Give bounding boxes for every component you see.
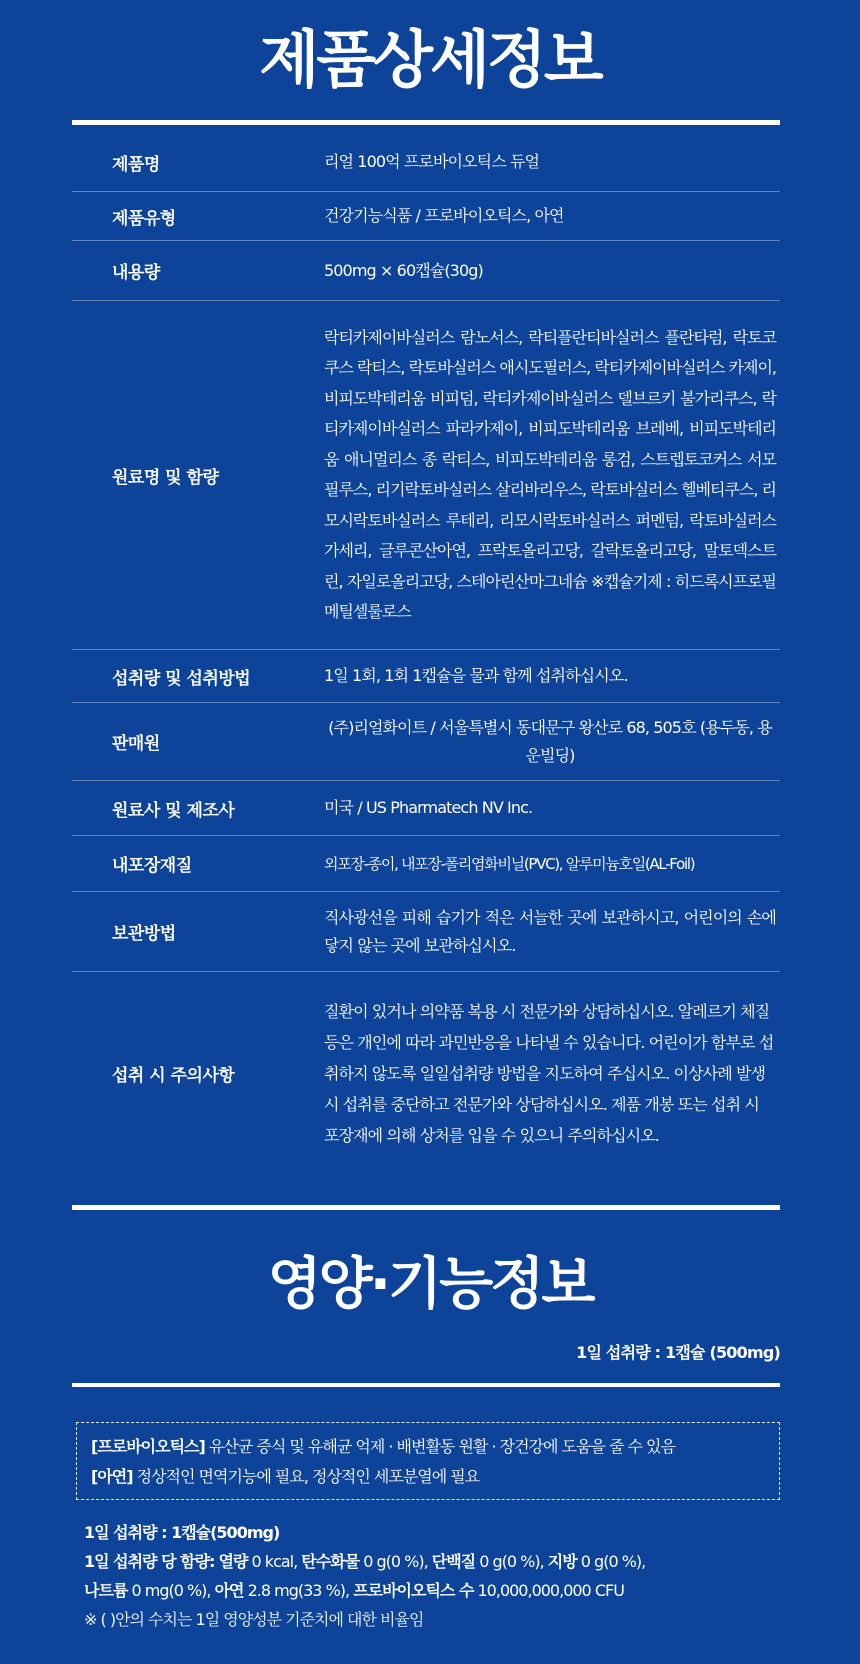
nutrient-name: 프로바이오틱스 수 (353, 1581, 474, 1600)
spec-value: 외포장-종이, 내포장-폴리염화비닐(PVC), 알루미늄호일(AL-Foil) (324, 854, 695, 873)
serving-size: 1일 섭취량 : 1캡슐(500mg) (84, 1523, 280, 1542)
top-divider (72, 120, 780, 125)
product-spec-table (72, 133, 780, 1175)
spec-label: 원료사 및 제조사 (112, 800, 235, 821)
nutrition-serving (84, 1518, 784, 1547)
spec-row-seller (72, 703, 780, 781)
spec-value: 락티카제이바실러스 람노서스, 락티플란티바실러스 플란타럼, 락토코쿠스 락티스, 락토바실러스 애시도필러스, 락티카제이바실러스 카제이, 비피도박테리움 비피덤, 락티카제이바실러스 델브르키 불가리쿠스, 락티카제이바실러스 파라카제이, 비피도박테리움 브레베, 비피도박테리움 애니멀리스 종 락티스, 비피도박테리움 롱검, 스트렙토코커스 서모필루스, 리기락토바실러스 살리바리우스, 락토바실러스 헬베티쿠스, 리모시락토바실러스 루테리, 리모시락토바실러스 퍼멘텀, 락토바실러스 가세리, 글루콘산아연, 프락토올리고당, 갈락토올리고당, 말토덱스트린, 자일로올리고당, 스테아린산마그네슘 ※캡슐기제 : 히드록시프로필메틸셀룰로스 (324, 327, 776, 621)
spec-value: 500mg × 60캡슐(30g) (324, 260, 483, 280)
spec-row-intake (72, 650, 780, 703)
spec-label: 내용량 (112, 263, 160, 283)
nutrient-name: 탄수화물 (301, 1552, 360, 1571)
spec-row-packaging (72, 836, 780, 892)
spec-row-ingredients (72, 301, 780, 650)
claim-tag: [프로바이오틱스] (91, 1437, 205, 1456)
spec-value: 리얼 100억 프로바이오틱스 듀얼 (324, 152, 540, 171)
daily-serving-label: 1일 섭취량 : 1캡슐 (500mg) (576, 1343, 780, 1362)
per-serving-label: 1일 섭취량 당 함량: (84, 1552, 215, 1571)
spec-row-contents (72, 241, 780, 301)
spec-label: 보관방법 (112, 924, 176, 944)
nutrition-line-2 (84, 1576, 784, 1605)
spec-label: 원료명 및 함량 (112, 467, 219, 488)
bottom-divider (72, 1205, 780, 1210)
spec-label: 섭취 시 주의사항 (112, 1066, 235, 1086)
nutrient-name: 단백질 (431, 1552, 476, 1571)
spec-value: (주)리얼화이트 / 서울특별시 동대문구 왕산로 68, 505호 (용두동, 용운빌딩) (328, 717, 772, 765)
nutrient-value: 2.8 mg(33 %), (243, 1581, 354, 1600)
functional-claim (91, 1432, 767, 1462)
nutrient-value: 0 g(0 %), (359, 1552, 432, 1571)
spec-row-storage (72, 892, 780, 972)
nutrient-name: 열량 (218, 1552, 248, 1571)
claim-tag: [아연] (91, 1467, 133, 1486)
functional-claims-box (76, 1422, 780, 1500)
claim-text: 유산균 증식 및 유해균 억제 · 배변활동 원활 · 장건강에 도움을 줄 수 있음 (204, 1437, 675, 1456)
nutrient-name: 지방 (547, 1552, 577, 1571)
spec-label: 제품유형 (112, 208, 176, 229)
spec-value: 미국 / US Pharmatech NV Inc. (324, 798, 533, 817)
nutrition-divider (72, 1383, 780, 1387)
nutrition-facts (84, 1518, 784, 1634)
nutrient-name: 아연 (214, 1581, 244, 1600)
spec-label: 섭취량 및 섭취방법 (112, 668, 251, 689)
section-title: 영양·기능정보 (267, 1252, 593, 1317)
nutrition-line-1 (84, 1547, 784, 1576)
functional-claim (91, 1462, 767, 1492)
spec-label: 판매원 (112, 734, 160, 754)
nutrient-value: 0 kcal, (247, 1552, 302, 1571)
spec-value: 질환이 있거나 의약품 복용 시 전문가와 상담하십시오. 알레르기 체질 등은 개인에 따라 과민반응을 나타낼 수 있습니다. 어린이가 함부로 섭취하지 않도록 일일섭취량 방법을 지도하여 주십시오. 이상사례 발생 시 섭취를 중단하고 전문가와 상담하십시오. 제품 개봉 또는 섭취 시 포장재에 의해 상처를 입을 수 있으니 주의하십시오. (324, 1002, 774, 1145)
nutrition-note: ※ ( )안의 수치는 1일 영양성분 기준치에 대한 비율임 (84, 1610, 424, 1629)
spec-value: 직사광선을 피해 습기가 적은 서늘한 곳에 보관하시고, 어린이의 손에 닿지 않는 곳에 보관하십시오. (324, 907, 776, 955)
spec-row-cautions (72, 972, 780, 1175)
spec-row-product-name (72, 133, 780, 192)
spec-row-manufacturer (72, 781, 780, 836)
nutrient-value: 0 mg(0 %), (127, 1581, 215, 1600)
spec-label: 제품명 (112, 154, 160, 175)
spec-label: 내포장재질 (112, 856, 192, 876)
nutrient-value: 0 g(0 %), (475, 1552, 548, 1571)
nutrient-name: 나트륨 (84, 1581, 128, 1600)
spec-row-product-type (72, 192, 780, 241)
spec-value: 건강기능식품 / 프로바이오틱스, 아연 (324, 206, 564, 225)
page-title: 제품상세정보 (259, 23, 601, 96)
nutrient-value: 0 g(0 %), (576, 1552, 646, 1571)
nutrient-value: 10,000,000,000 CFU (473, 1581, 624, 1600)
claim-text: 정상적인 면역기능에 필요, 정상적인 세포분열에 필요 (132, 1467, 480, 1486)
spec-value: 1일 1회, 1회 1캡슐을 물과 함께 섭취하십시오. (324, 666, 628, 685)
